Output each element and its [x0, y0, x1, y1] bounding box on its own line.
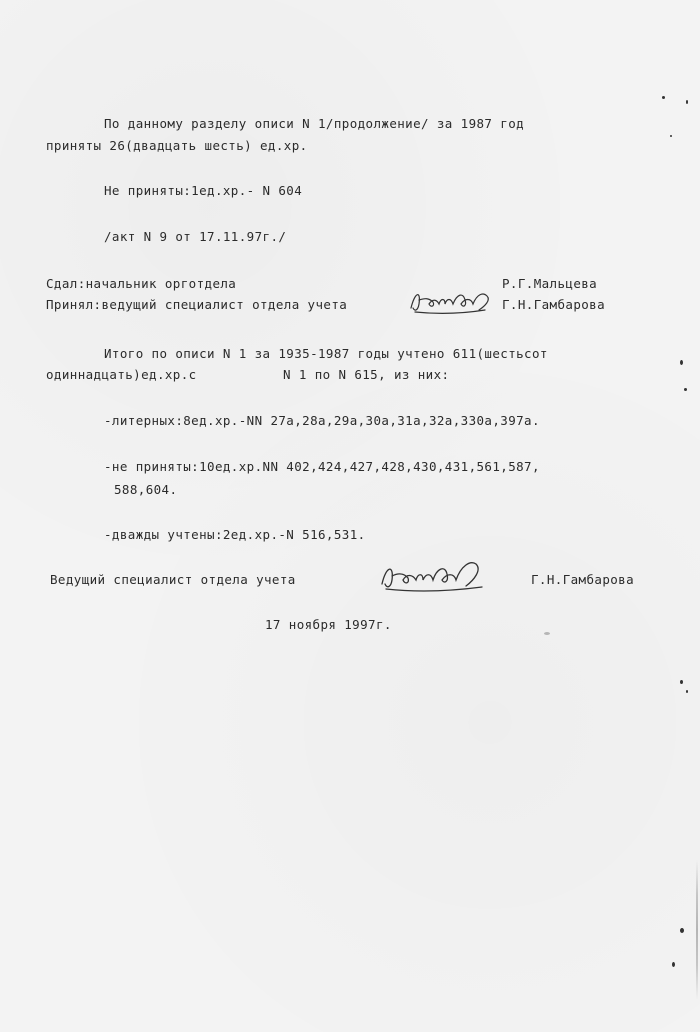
document-date: 17 ноября 1997г.: [265, 617, 392, 632]
total-line2-a: одиннадцать)ед.хр.с: [46, 367, 197, 382]
signer-name: Г.Н.Гамбарова: [531, 572, 635, 587]
act-reference: /акт N 9 от 17.11.97г./: [104, 229, 287, 244]
para1-line2: приняты 26(двадцать шесть) ед.хр.: [46, 138, 308, 153]
lettered-items: -литерных:8ед.хр.-NN 27а,28а,29а,30а,31а,32а,330а,397а.: [104, 413, 540, 428]
para1-line1: По данному разделу описи N 1/продолжение/ за 1987 год: [104, 116, 525, 131]
double-counted: -дважды учтены:2ед.хр.-N 516,531.: [104, 527, 366, 542]
total-line2-b: N 1 по N 615, из них:: [283, 367, 450, 382]
handed-label: Сдал:начальник орготдела: [46, 276, 237, 291]
scan-speck: [680, 360, 683, 365]
signature-image-2: [374, 556, 492, 598]
total-line1: Итого по описи N 1 за 1935-1987 годы учтено 611(шестьсот: [104, 346, 548, 361]
not-accepted-line: Не приняты:1ед.хр.- N 604: [104, 183, 303, 198]
received-name: Г.Н.Гамбарова: [502, 297, 606, 312]
scan-speck: [680, 928, 684, 933]
page-edge-shadow: [696, 860, 698, 1000]
not-accepted-list-line1: -не приняты:10ед.хр.NN 402,424,427,428,430,431,561,587,: [104, 459, 540, 474]
scan-speck: [686, 690, 688, 693]
handed-name: Р.Г.Мальцева: [502, 276, 598, 291]
scan-speck: [672, 962, 675, 967]
scan-speck: [662, 96, 665, 99]
received-label: Принял:ведущий специалист отдела учета: [46, 297, 348, 312]
scan-speck: [544, 632, 550, 635]
scan-speck: [686, 100, 688, 104]
scan-speck: [684, 388, 687, 391]
not-accepted-list-line2: 588,604.: [114, 482, 178, 497]
scan-speck: [680, 680, 683, 684]
signature-image: [405, 284, 495, 318]
scan-speck: [670, 135, 672, 137]
signer-title: Ведущий специалист отдела учета: [50, 572, 296, 587]
